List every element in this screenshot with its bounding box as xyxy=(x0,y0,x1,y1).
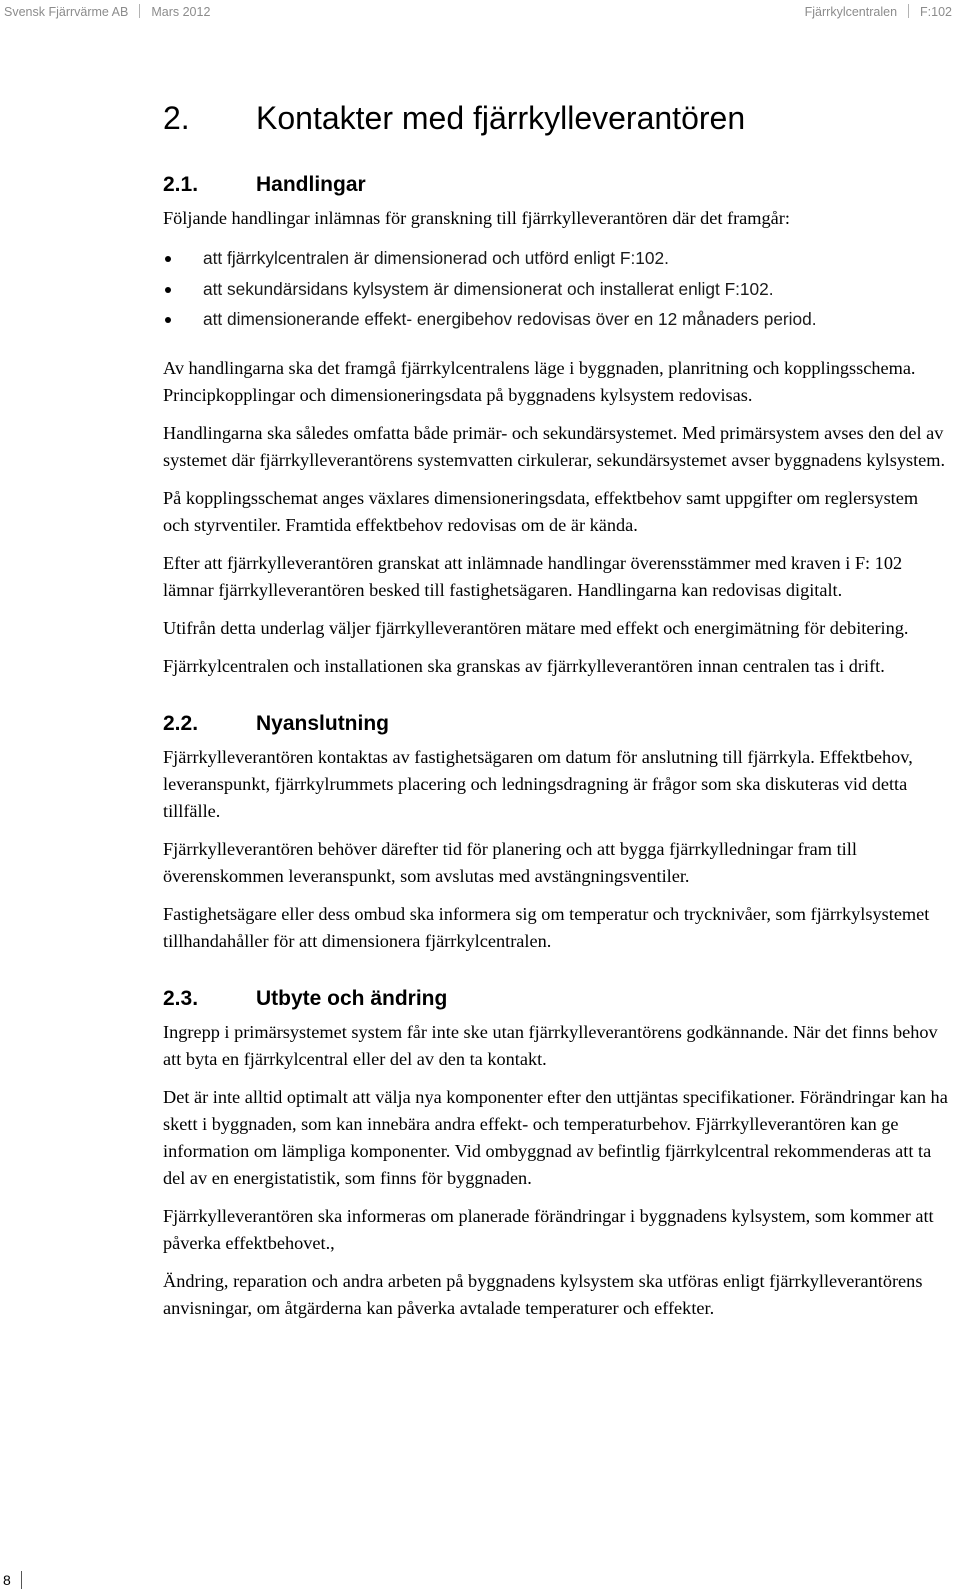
paragraph: Av handlingarna ska det framgå fjärrkylcentralens läge i byggnaden, planritning och kopplingsschema. Principkopplingar och dimensioneringsdata på byggnadens kylsystem redovisas. xyxy=(163,357,916,405)
paragraph: Fjärrkylleverantören behöver därefter tid för planering och att bygga fjärrkylledningar fram till överenskommen leveranspunkt, som avslutas med avstängningsventiler. xyxy=(163,838,857,886)
bullet-item xyxy=(163,274,948,305)
header-right xyxy=(805,4,952,19)
header-divider xyxy=(908,4,909,18)
bullet-item xyxy=(163,243,948,274)
paragraph: Fjärrkylleverantören kontaktas av fastighetsägaren om datum för anslutning till fjärrkyla. Effektbehov, leveranspunkt, fjärrkylrummets placering och ledningsdragning är frågor som ska diskuteras vid detta tillfälle. xyxy=(163,746,913,821)
section-title: Utbyte och ändring xyxy=(256,986,448,1010)
document-body xyxy=(163,98,948,1333)
header-left xyxy=(4,4,210,19)
section-heading xyxy=(163,711,948,737)
paragraph: Fjärrkylcentralen och installationen ska granskas av fjärrkylleverantören innan centralen tas i drift. xyxy=(163,655,885,676)
section-title: Nyanslutning xyxy=(256,711,390,735)
page-number: 8 xyxy=(3,1572,11,1588)
section-heading xyxy=(163,986,948,1012)
chapter-number: 2. xyxy=(163,100,190,136)
paragraph: Ingrepp i primärsystemet system får inte ske utan fjärrkylleverantörens godkännande. När det finns behov att byta en fjärrkylcentral eller del av den ta kontakt. xyxy=(163,1021,938,1069)
paragraph: Följande handlingar inlämnas för granskning till fjärrkylleverantören där det framgår: xyxy=(163,208,790,228)
section-number: 2.1. xyxy=(163,173,199,196)
paragraph: Fastighetsägare eller dess ombud ska informera sig om temperatur och trycknivåer, som fjärrkylsystemet tillhandahåller för att dimensionera fjärrkylcentralen. xyxy=(163,903,930,951)
paragraph: Fjärrkylleverantören ska informeras om planerade förändringar i byggnadens kylsystem, som kommer att påverka effektbehovet., xyxy=(163,1205,934,1253)
footer-divider xyxy=(21,1571,22,1589)
paragraph: Utifrån detta underlag väljer fjärrkylleverantören mätare med effekt och energimätning för debitering. xyxy=(163,617,909,638)
page-footer xyxy=(3,1571,22,1589)
bullet-item xyxy=(163,304,948,335)
header-company: Svensk Fjärrvärme AB xyxy=(4,5,129,19)
header-doc-code: F:102 xyxy=(920,5,952,19)
bullet-icon xyxy=(165,287,171,293)
header-date: Mars 2012 xyxy=(151,5,211,19)
paragraph: På kopplingsschemat anges växlares dimensioneringsdata, effektbehov samt uppgifter om reglersystem och styrventiler. Framtida effektbehov redovisas om de är kända. xyxy=(163,487,919,535)
paragraph: Efter att fjärrkylleverantören granskat att inlämnade handlingar överensstämmer med kraven i F: 102 lämnar fjärrkylleverantören besked till fastighetsägaren. Handlingarna kan redovisas digitalt. xyxy=(163,552,903,600)
header-divider xyxy=(139,4,140,18)
chapter-title: Kontakter med fjärrkylleverantören xyxy=(256,100,746,136)
section-heading xyxy=(163,172,948,198)
paragraph: Ändring, reparation och andra arbeten på byggnadens kylsystem ska utföras enligt fjärrkylleverantörens anvisningar, om åtgärderna kan påverka avtalade temperaturer och effekter. xyxy=(163,1270,923,1318)
section-number: 2.3. xyxy=(163,986,199,1010)
bullet-icon xyxy=(165,317,171,323)
section-title: Handlingar xyxy=(256,173,366,196)
bullet-list xyxy=(163,243,948,335)
bullet-icon xyxy=(165,256,171,262)
page-header xyxy=(4,4,952,24)
bullet-text: att sekundärsidans kylsystem är dimensionerat och installerat enligt F:102. xyxy=(203,278,774,299)
chapter-heading xyxy=(163,98,948,138)
bullet-text: att fjärrkylcentralen är dimensionerad och utförd enligt F:102. xyxy=(203,248,669,268)
header-doc-title: Fjärrkylcentralen xyxy=(804,5,898,19)
bullet-text: att dimensionerande effekt- energibehov redovisas över en 12 månaders period. xyxy=(203,309,817,329)
paragraph: Det är inte alltid optimalt att välja nya komponenter efter den uttjäntas specifikationer. Förändringar kan ha skett i byggnaden, som kan innebära andra effekt- och temperaturbehov. Fjärrkylleverantören kan ge information om lämpliga komponenter. Vid ombyggnad av befintlig fjärrkylcentral rekommenderas att ta del av en energistatistik, som finns för byggnaden. xyxy=(163,1086,948,1188)
paragraph: Handlingarna ska således omfatta både primär- och sekundärsystemet. Med primärsystem avses den del av systemet där fjärrkylleverantörens systemvatten cirkulerar, sekundärsystemet avser byggnadens kylsystem. xyxy=(163,422,946,470)
section-number: 2.2. xyxy=(163,711,199,735)
